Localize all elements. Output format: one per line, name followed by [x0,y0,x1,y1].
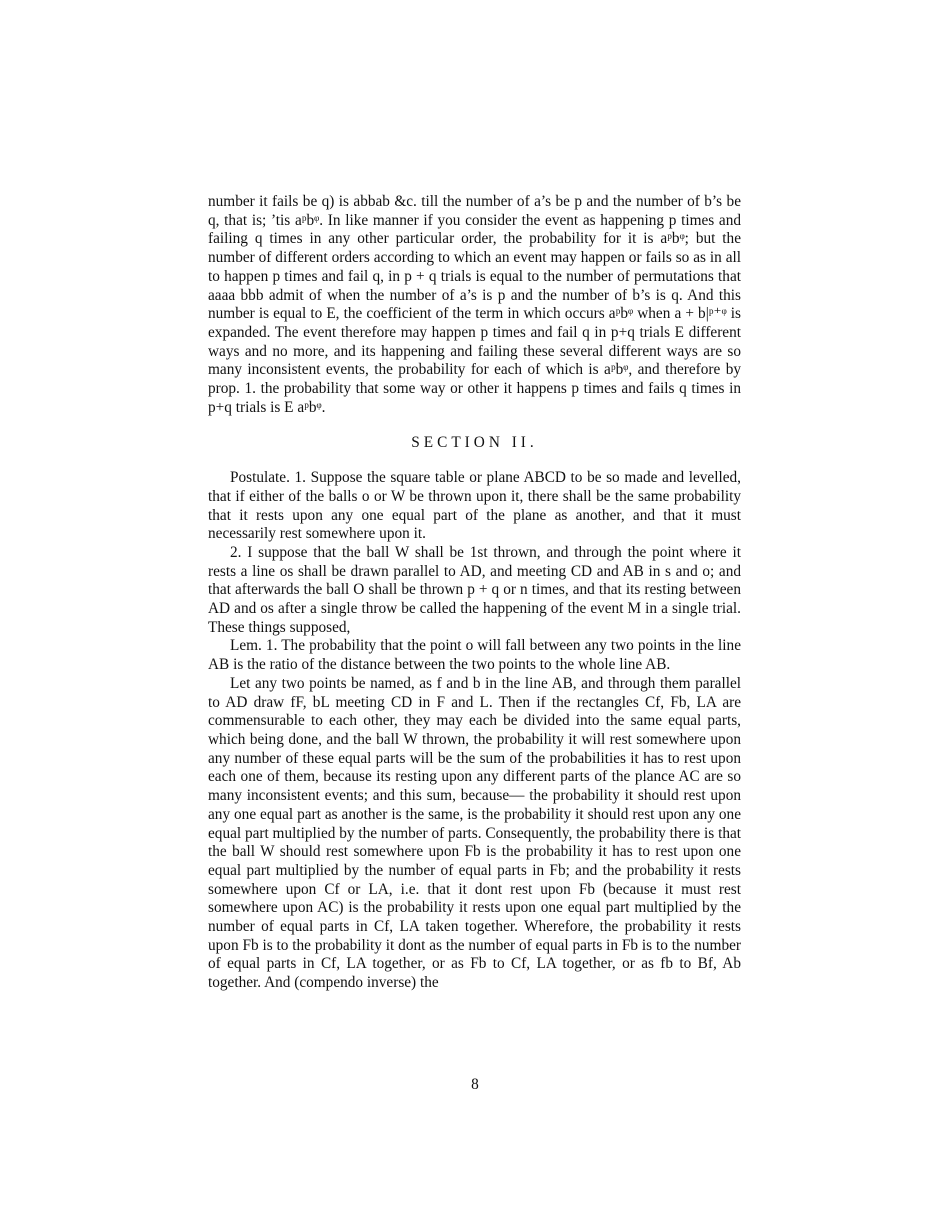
paragraph-continuation: number it fails be q) is abbab &c. till the number of a’s be p and the number of b’s be q, that is; ’tis aᵖbᵠ. In like manner if you consider the event as happening p times and failing q times in any other particular order, the probability for it is aᵖbᵠ; but the number of different orders according to which an event may happen or fails so as in all to happen p times and fail q, in p + q trials is equal to the number of permutations that aaaa bbb admit of when the number of a’s is p and the number of b’s is q. And this number is equal to E, the coefficient of the term in which occurs aᵖbᵠ when a + b|ᵖ⁺ᵠ is expanded. The event therefore may happen p times and fail q in p+q trials E different ways and no more, and its happening and failing these several different ways are so many inconsistent events, the probability for each of which is aᵖbᵠ, and therefore by prop. 1. the probability that some way or other it happens p times and fails q times in p+q trials is E aᵖbᵠ. [208,193,741,416]
page-body [208,193,741,993]
paragraph-proof: Let any two points be named, as f and b in the line AB, and through them parallel to AD draw fF, bL meeting CD in F and L. Then if the rectangles Cf, Fb, LA are commensurable to each other, they may each be divided into the same equal parts, which being done, and the ball W thrown, the probability it will rest somewhere upon any number of these equal parts will be the sum of the probabilities it has to rest upon each one of them, because its resting upon any different parts of the plance AC are so many inconsistent events; and this sum, because— the probability it should rest upon any one equal part as another is the same, is the probability it should rest upon any one equal part multiplied by the number of parts. Consequently, the probability there is that the ball W should rest somewhere upon Fb is the probability it has to rest upon one equal part multiplied by the number of equal parts in Fb; and the probability it rests somewhere upon Cf or LA, i.e. that it dont rest upon Fb (because it must rest somewhere upon AC) is the probability it rests upon one equal part multiplied by the number of equal parts in Cf, LA taken together. Wherefore, the probability it rests upon Fb is to the probability it dont as the number of equal parts in Fb is to the number of equal parts in Cf, LA together, or as Fb to Cf, LA together, or as fb to Bf, Ab together. And (compendo inverse) the [208,674,742,992]
paragraph-postulate-2: 2. I suppose that the ball W shall be 1st thrown, and through the point where it rests a line os shall be drawn parallel to AD, and meeting CD and AB in s and o; and that afterwards the ball O shall be thrown p + q or n times, and that its resting between AD and os after a single throw be called the happening of the event M in a single trial. These things supposed, [208,543,741,636]
page-number: 8 [471,1076,479,1093]
section-heading: SECTION II. [411,434,538,452]
paragraph-postulate-1: Postulate. 1. Suppose the square table or plane ABCD to be so made and levelled, that if either of the balls o or W be thrown upon it, there shall be the same probability that it rests upon any one equal part of the plane as another, and that it must necessarily rest somewhere upon it. [208,469,741,543]
paragraph-lemma-1: Lem. 1. The probability that the point o will fall between any two points in the line AB is the ratio of the distance between the two points to the whole line AB. [208,637,741,674]
